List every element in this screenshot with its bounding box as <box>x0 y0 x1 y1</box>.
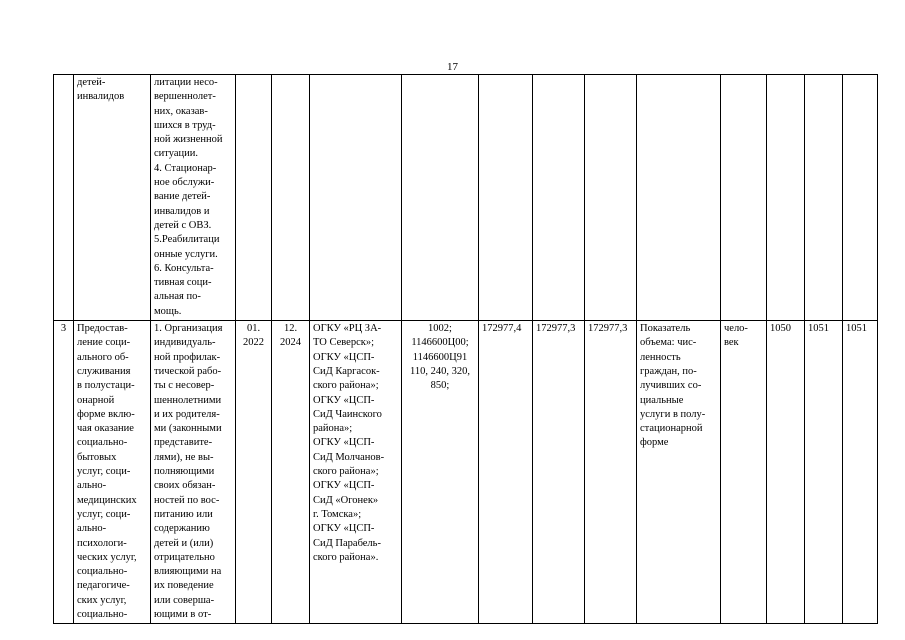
cell-line: представите- <box>154 437 213 449</box>
cell-line: век <box>724 337 739 349</box>
cell-value-year1: 1050 <box>767 321 805 624</box>
cell-end-date <box>272 75 310 321</box>
cell-line: чая оказание <box>77 423 134 435</box>
cell-line: социально- <box>77 608 128 620</box>
cell-line: вание детей- <box>154 191 211 203</box>
cell-line: ОГКУ «ЦСП- <box>313 437 375 449</box>
cell-value-year3 <box>843 75 878 321</box>
cell-line: ского района». <box>313 551 379 563</box>
cell-line: услуг, соци- <box>77 508 131 520</box>
cell-line: 4. Стационар- <box>154 162 217 174</box>
cell-line: индивидуаль- <box>154 337 216 349</box>
cell-line: 2024 <box>280 337 301 349</box>
cell-line: шихся в труд- <box>154 119 216 131</box>
cell-line: ностей по вос- <box>154 494 220 506</box>
cell-number: 3 <box>54 321 74 624</box>
cell-line: 110, 240, 320, <box>410 365 470 377</box>
cell-amount-year2 <box>533 75 585 321</box>
cell-line: альная по- <box>154 291 201 303</box>
cell-line: инвалидов <box>77 91 125 103</box>
cell-line: ОГКУ «ЦСП- <box>313 394 375 406</box>
cell-line: услуги в полу- <box>640 408 706 420</box>
cell-line: ально- <box>77 480 107 492</box>
cell-line: и их родителя- <box>154 408 220 420</box>
cell-line: ального об- <box>77 351 129 363</box>
cell-amount-year3: 172977,3 <box>585 321 637 624</box>
cell-line: г. Томска»; <box>313 508 362 520</box>
cell-budget-code <box>402 321 479 624</box>
cell-line: ОГКУ «ЦСП- <box>313 351 375 363</box>
cell-line: ческих услуг, <box>77 551 137 563</box>
cell-line: социально- <box>77 566 128 578</box>
cell-value-year3: 1051 <box>843 321 878 624</box>
cell-line: детей и (или) <box>154 537 214 549</box>
cell-unit <box>721 321 767 624</box>
cell-line: 1146600Ц00; <box>411 337 469 349</box>
cell-line: отрицательно <box>154 551 215 563</box>
program-activities-table <box>53 74 878 624</box>
cell-line: содержанию <box>154 523 210 535</box>
cell-value-year1 <box>767 75 805 321</box>
cell-line: детей- <box>77 77 106 88</box>
cell-line: 1002; <box>428 323 452 335</box>
cell-line: ление соци- <box>77 337 131 349</box>
cell-line: ОГКУ «ЦСП- <box>313 523 375 535</box>
cell-line: СиД Парабель- <box>313 537 381 549</box>
cell-line: ТО Северск»; <box>313 337 375 349</box>
cell-line: ских услуг, <box>77 594 127 606</box>
cell-number <box>54 75 74 321</box>
cell-line: СиД Молчанов- <box>313 451 385 463</box>
cell-line: 2022 <box>243 337 264 349</box>
cell-line: ной профилак- <box>154 351 221 363</box>
cell-line: чело- <box>724 323 748 335</box>
cell-line: тивная соци- <box>154 277 212 289</box>
cell-line: психологи- <box>77 537 127 549</box>
cell-budget-code <box>402 75 479 321</box>
cell-line: своих обязан- <box>154 480 216 492</box>
cell-line: детей с ОВЗ. <box>154 219 212 231</box>
cell-amount-year3 <box>585 75 637 321</box>
cell-line: ной жизненной <box>154 134 223 146</box>
cell-line: ского района»; <box>313 380 379 392</box>
cell-indicator <box>637 321 721 624</box>
cell-line: СиД «Огонек» <box>313 494 379 506</box>
cell-line: педагогиче- <box>77 580 130 592</box>
cell-line: онные услуги. <box>154 248 218 260</box>
cell-line: ОГКУ «ЦСП- <box>313 480 375 492</box>
cell-line: 850; <box>430 380 450 392</box>
cell-content <box>151 75 236 321</box>
cell-line: мощь. <box>154 305 182 317</box>
cell-line: социально- <box>77 437 128 449</box>
table-row <box>54 75 878 321</box>
cell-line: или соверша- <box>154 594 215 606</box>
cell-line: полняющими <box>154 466 215 478</box>
cell-executors <box>310 75 402 321</box>
cell-line: инвалидов и <box>154 205 210 217</box>
cell-line: их поведение <box>154 580 214 592</box>
cell-line: циальные <box>640 394 684 406</box>
table-body <box>54 75 878 624</box>
cell-line: Показатель <box>640 323 691 335</box>
cell-unit <box>721 75 767 321</box>
cell-line: питанию или <box>154 508 213 520</box>
cell-line: граждан, по- <box>640 365 697 377</box>
cell-line: СиД Чаинского <box>313 408 382 420</box>
table-row <box>54 321 878 624</box>
cell-line: 12. <box>283 323 298 335</box>
cell-amount-year2: 172977,3 <box>533 321 585 624</box>
cell-executors <box>310 321 402 624</box>
cell-line: бытовых <box>77 451 117 463</box>
cell-line: литации несо- <box>154 77 218 88</box>
cell-line: в полустаци- <box>77 380 135 392</box>
cell-line: 6. Консульта- <box>154 262 214 274</box>
page-number: 17 <box>447 61 458 73</box>
cell-line: Предостав- <box>77 323 128 335</box>
cell-line: ное обслужи- <box>154 177 215 189</box>
cell-indicator <box>637 75 721 321</box>
cell-start-date <box>236 75 272 321</box>
cell-line: ты с несовер- <box>154 380 215 392</box>
cell-line: ситуации. <box>154 148 198 160</box>
cell-line: 1. Организация <box>154 323 223 335</box>
cell-value-year2: 1051 <box>805 321 843 624</box>
cell-amount-year1: 172977,4 <box>479 321 533 624</box>
cell-line: услуг, соци- <box>77 466 131 478</box>
cell-line: ОГКУ «РЦ ЗА- <box>313 323 382 335</box>
cell-line: влияющими на <box>154 566 222 578</box>
cell-service-name <box>74 75 151 321</box>
cell-line: ющими в от- <box>154 608 212 620</box>
cell-line: 1146600Ц91 <box>412 351 468 363</box>
cell-line: лями), не вы- <box>154 451 214 463</box>
cell-amount-year1 <box>479 75 533 321</box>
cell-value-year2 <box>805 75 843 321</box>
cell-line: 5.Реабилитаци <box>154 234 220 246</box>
cell-line: 01. <box>246 323 261 335</box>
cell-line: вершеннолет- <box>154 91 216 103</box>
cell-service-name <box>74 321 151 624</box>
cell-line: тической рабо- <box>154 365 222 377</box>
cell-line: форме вклю- <box>77 408 135 420</box>
cell-line: района»; <box>313 423 353 435</box>
cell-line: лучивших со- <box>640 380 702 392</box>
cell-line: ленность <box>640 351 681 363</box>
cell-content <box>151 321 236 624</box>
cell-line: медицинских <box>77 494 137 506</box>
cell-line: них, оказав- <box>154 105 208 117</box>
cell-line: шеннолетними <box>154 394 222 406</box>
cell-line: ского района»; <box>313 466 379 478</box>
cell-end-date <box>272 321 310 624</box>
cell-line: онарной <box>77 394 115 406</box>
cell-line: ми (законными <box>154 423 222 435</box>
cell-line: объема: чис- <box>640 337 697 349</box>
cell-line: стационарной <box>640 423 703 435</box>
cell-start-date <box>236 321 272 624</box>
cell-line: служивания <box>77 365 131 377</box>
cell-line: ально- <box>77 523 107 535</box>
cell-line: СиД Каргасок- <box>313 365 380 377</box>
cell-line: форме <box>640 437 669 449</box>
